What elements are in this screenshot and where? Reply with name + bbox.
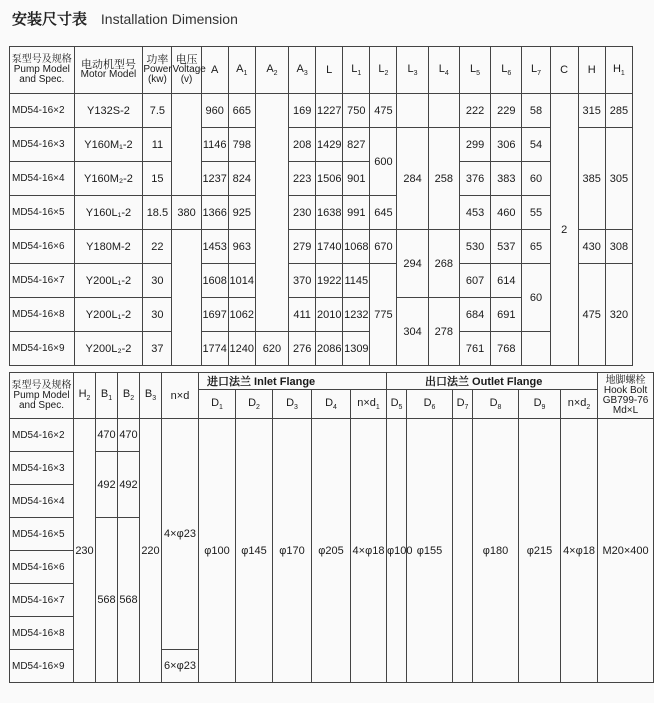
cell-d1: φ100 (199, 419, 236, 683)
cell-l: 1638 (316, 196, 343, 230)
cell-a: 1146 (201, 128, 228, 162)
header-power: 功率 Power (kw) (143, 47, 172, 94)
header-col-a1: $A_1$ (228, 47, 255, 94)
cell-a: 1237 (201, 162, 228, 196)
table-row (10, 419, 654, 452)
cell-a3: 223 (289, 162, 316, 196)
header-pump-model: 泵型号及规格 Pump Model and Spec. (10, 373, 74, 419)
cell-d2: φ145 (236, 419, 273, 683)
header-col-h: H (578, 47, 605, 94)
title-en: Installation Dimension (100, 11, 238, 27)
cell-h: 475 (578, 264, 605, 366)
cell-model: MD54-16×5 (10, 196, 75, 230)
cell-l2: 670 (370, 230, 397, 264)
cell-l7: 54 (522, 128, 550, 162)
header-d4: $D_4$ (312, 390, 351, 419)
cell-b2: 568 (118, 518, 140, 683)
cell-model: MD54-16×8 (10, 298, 75, 332)
cell-a1: 1014 (228, 264, 255, 298)
cell-model: MD54-16×3 (10, 128, 75, 162)
cell-model: MD54-16×7 (10, 264, 75, 298)
cell-motor: Y200L₁-2 (74, 264, 143, 298)
cell-voltage (172, 230, 201, 366)
cell-l3: 294 (397, 230, 428, 298)
cell-model: MD54-16×4 (10, 162, 75, 196)
header-h2: $H_2$ (74, 373, 96, 419)
header-col-l6: $L_6$ (491, 47, 522, 94)
cell-a2: 620 (255, 332, 288, 366)
cell-l1: 750 (343, 94, 370, 128)
header-d2: $D_2$ (236, 390, 273, 419)
cell-h2: 230 (74, 419, 96, 683)
cell-l1: 1145 (343, 264, 370, 298)
cell-b1: 492 (96, 452, 118, 518)
header-b2: $B_2$ (118, 373, 140, 419)
cell-l1: 1309 (343, 332, 370, 366)
table-row (10, 128, 633, 162)
cell-a1: 1240 (228, 332, 255, 366)
cell-l7: 58 (522, 94, 550, 128)
cell-h: 385 (578, 128, 605, 230)
cell-l5: 761 (459, 332, 490, 366)
cell-l: 2010 (316, 298, 343, 332)
header-col-a: A (201, 47, 228, 94)
cell-l5: 684 (459, 298, 490, 332)
header-col-l2: $L_2$ (370, 47, 397, 94)
cell-b3: 220 (140, 419, 162, 683)
title-zh: 安装尺寸表 (12, 10, 88, 28)
cell-motor: Y132S-2 (74, 94, 143, 128)
cell-d9: φ215 (519, 419, 561, 683)
cell-power: 37 (143, 332, 172, 366)
cell-power: 15 (143, 162, 172, 196)
cell-power: 22 (143, 230, 172, 264)
header-d7: $D_7$ (453, 390, 473, 419)
header-pump-model: 泵型号及规格 Pump Model and Spec. (10, 47, 75, 94)
header-nxd2: $n\times d_2$ (561, 390, 598, 419)
cell-l2: 475 (370, 94, 397, 128)
cell-h1: 320 (605, 264, 632, 366)
cell-model: MD54-16×7 (10, 584, 74, 617)
header-b1: $B_1$ (96, 373, 118, 419)
cell-model: MD54-16×8 (10, 617, 74, 650)
cell-d4: φ205 (312, 419, 351, 683)
header-nxd1: $n\times d_1$ (351, 390, 387, 419)
cell-l6: 537 (491, 230, 522, 264)
cell-l: 1429 (316, 128, 343, 162)
cell-a1: 963 (228, 230, 255, 264)
cell-a3: 411 (289, 298, 316, 332)
cell-h1: 305 (605, 128, 632, 230)
cell-a1: 798 (228, 128, 255, 162)
cell-h1: 308 (605, 230, 632, 264)
cell-nd: 4×φ23 (162, 419, 199, 650)
cell-model: MD54-16×2 (10, 419, 74, 452)
cell-a1: 1062 (228, 298, 255, 332)
cell-a: 1453 (201, 230, 228, 264)
cell-l7: 55 (522, 196, 550, 230)
table1-header-row (10, 47, 633, 94)
cell-l5: 530 (459, 230, 490, 264)
cell-a3: 169 (289, 94, 316, 128)
header-voltage: 电压 Voltage (v) (172, 47, 201, 94)
header-col-h1: $H_1$ (605, 47, 632, 94)
cell-a1: 665 (228, 94, 255, 128)
cell-motor: Y200L₂-2 (74, 332, 143, 366)
outlet-flange-header: 出口法兰 Outlet Flange (387, 373, 598, 390)
cell-motor: Y160M₂-2 (74, 162, 143, 196)
cell-b2: 492 (118, 452, 140, 518)
cell-l: 1740 (316, 230, 343, 264)
table2-header-row (10, 373, 654, 390)
table-row (10, 264, 633, 298)
page-title (12, 8, 238, 29)
cell-bolt: M20×400 (598, 419, 654, 683)
cell-a3: 370 (289, 264, 316, 298)
cell-nd2: 4×φ18 (561, 419, 598, 683)
cell-b1: 568 (96, 518, 118, 683)
cell-a: 1697 (201, 298, 228, 332)
cell-c: 2 (550, 94, 578, 366)
cell-l5: 607 (459, 264, 490, 298)
cell-model: MD54-16×3 (10, 452, 74, 485)
cell-a: 1608 (201, 264, 228, 298)
header-col-l4: $L_4$ (428, 47, 459, 94)
cell-l4: 268 (428, 230, 459, 298)
cell-a1: 824 (228, 162, 255, 196)
cell-a3: 230 (289, 196, 316, 230)
header-nxd: n×d (162, 373, 199, 419)
cell-l6: 306 (491, 128, 522, 162)
cell-power: 30 (143, 264, 172, 298)
cell-b2: 470 (118, 419, 140, 452)
cell-voltage: 380 (172, 196, 201, 230)
cell-power: 7.5 (143, 94, 172, 128)
cell-h: 430 (578, 230, 605, 264)
cell-power: 11 (143, 128, 172, 162)
cell-l5: 222 (459, 94, 490, 128)
cell-motor: Y160L₁-2 (74, 196, 143, 230)
cell-motor: Y160M₁-2 (74, 128, 143, 162)
inlet-flange-header: 进口法兰 Inlet Flange (199, 373, 387, 390)
cell-l3: 304 (397, 298, 428, 366)
cell-l5: 453 (459, 196, 490, 230)
cell-nd: 6×φ23 (162, 650, 199, 683)
header-col-a2: $A_2$ (255, 47, 288, 94)
cell-l1: 991 (343, 196, 370, 230)
cell-l7: 60 (522, 162, 550, 196)
header-col-l3: $L_3$ (397, 47, 428, 94)
cell-a2 (255, 94, 288, 332)
cell-d8: φ180 (473, 419, 519, 683)
table-row (10, 230, 633, 264)
header-d8: $D_8$ (473, 390, 519, 419)
cell-l2: 600 (370, 128, 397, 196)
cell-model: MD54-16×5 (10, 518, 74, 551)
cell-l4: 278 (428, 298, 459, 366)
cell-a3: 279 (289, 230, 316, 264)
cell-l: 1922 (316, 264, 343, 298)
cell-d3: φ170 (273, 419, 312, 683)
cell-l1: 901 (343, 162, 370, 196)
cell-a: 960 (201, 94, 228, 128)
cell-l4: 258 (428, 128, 459, 230)
table-row (10, 196, 633, 230)
cell-a3: 208 (289, 128, 316, 162)
header-b3: $B_3$ (140, 373, 162, 419)
cell-model: MD54-16×9 (10, 650, 74, 683)
table-row (10, 94, 633, 128)
cell-l6: 768 (491, 332, 522, 366)
header-d5: $D_5$ (387, 390, 407, 419)
header-col-l1: $L_1$ (343, 47, 370, 94)
cell-a1: 925 (228, 196, 255, 230)
cell-a: 1774 (201, 332, 228, 366)
cell-l6: 691 (491, 298, 522, 332)
cell-l7: 60 (522, 264, 550, 332)
table-row (10, 332, 633, 366)
cell-l6: 614 (491, 264, 522, 298)
cell-power: 30 (143, 298, 172, 332)
cell-a3: 276 (289, 332, 316, 366)
cell-d6: φ155 (407, 419, 453, 683)
cell-l4 (428, 94, 459, 128)
cell-motor: Y180M-2 (74, 230, 143, 264)
header-hook-bolt: 地脚螺栓 Hook Bolt GB799-76 Md×L (598, 373, 654, 419)
cell-voltage (172, 94, 201, 196)
cell-model: MD54-16×6 (10, 230, 75, 264)
cell-l5: 376 (459, 162, 490, 196)
cell-l3: 284 (397, 128, 428, 230)
cell-h1: 285 (605, 94, 632, 128)
header-col-c: C (550, 47, 578, 94)
cell-model: MD54-16×6 (10, 551, 74, 584)
cell-model: MD54-16×9 (10, 332, 75, 366)
cell-b1: 470 (96, 419, 118, 452)
cell-model: MD54-16×2 (10, 94, 75, 128)
cell-l6: 383 (491, 162, 522, 196)
cell-h: 315 (578, 94, 605, 128)
header-d3: $D_3$ (273, 390, 312, 419)
cell-d7 (453, 419, 473, 683)
header-d1: $D_1$ (199, 390, 236, 419)
cell-a: 1366 (201, 196, 228, 230)
cell-motor: Y200L₁-2 (74, 298, 143, 332)
header-col-l5: $L_5$ (459, 47, 490, 94)
cell-l: 2086 (316, 332, 343, 366)
header-col-l7: $L_7$ (522, 47, 550, 94)
cell-nd1: 4×φ18 (351, 419, 387, 683)
cell-l2: 645 (370, 196, 397, 230)
cell-l1: 827 (343, 128, 370, 162)
cell-l6: 229 (491, 94, 522, 128)
cell-l3 (397, 94, 428, 128)
cell-l: 1506 (316, 162, 343, 196)
cell-l1: 1068 (343, 230, 370, 264)
cell-power: 18.5 (143, 196, 172, 230)
header-motor-model: 电动机型号 Motor Model (74, 47, 143, 94)
cell-l1: 1232 (343, 298, 370, 332)
cell-l: 1227 (316, 94, 343, 128)
header-col-l: L (316, 47, 343, 94)
cell-l7 (522, 332, 550, 366)
dimension-table-1 (9, 46, 633, 366)
cell-l2: 775 (370, 264, 397, 366)
cell-l5: 299 (459, 128, 490, 162)
cell-l6: 460 (491, 196, 522, 230)
dimension-table-2 (9, 372, 654, 683)
cell-d5: φ100 (387, 419, 407, 683)
header-col-a3: $A_3$ (289, 47, 316, 94)
cell-l7: 65 (522, 230, 550, 264)
cell-model: MD54-16×4 (10, 485, 74, 518)
table-row (10, 162, 633, 196)
header-d9: $D_9$ (519, 390, 561, 419)
header-d6: $D_6$ (407, 390, 453, 419)
